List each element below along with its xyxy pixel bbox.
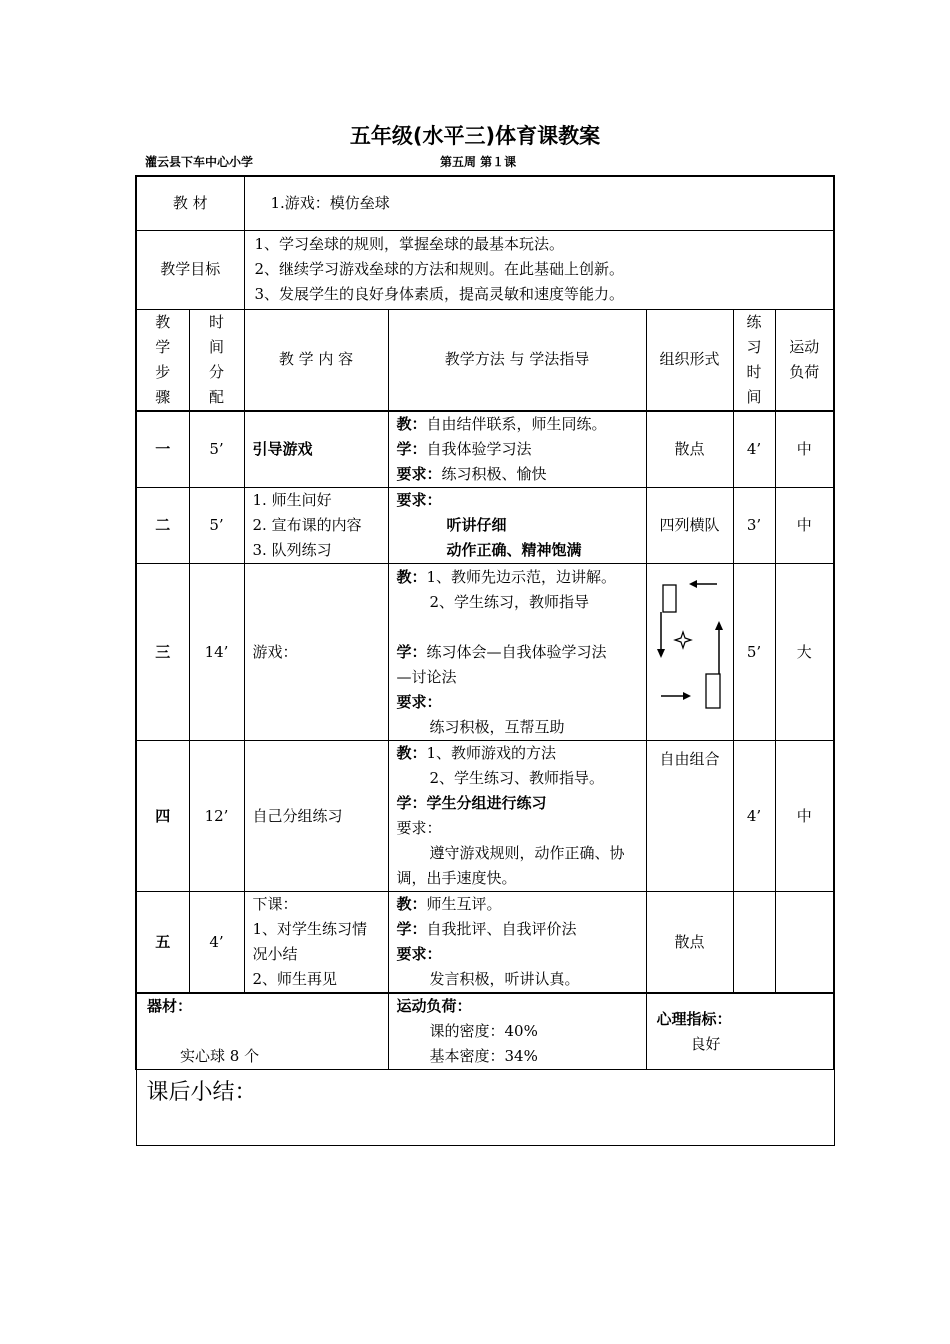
step-content: 下课： 1、对学生练习情 况小结 2、师生再见 bbox=[244, 892, 388, 994]
school-name: 灌云县下车中心小学 bbox=[145, 155, 254, 169]
material-row bbox=[136, 176, 834, 230]
step-form: 自由组合 bbox=[646, 741, 733, 892]
header-practice: 练 习 时 间 bbox=[733, 309, 775, 411]
step-time: 5’ bbox=[189, 488, 244, 564]
step-time: 14’ bbox=[189, 564, 244, 741]
step-number: 五 bbox=[136, 892, 189, 994]
step-load: 大 bbox=[775, 564, 834, 741]
goal-item: 3、发展学生的良好身体素质，提高灵敏和速度等能力。 bbox=[254, 285, 625, 303]
step-load bbox=[775, 892, 834, 994]
step-load: 中 bbox=[775, 488, 834, 564]
summary-row bbox=[136, 1070, 834, 1146]
lesson-plan-table bbox=[135, 175, 835, 1146]
step-number: 一 bbox=[136, 411, 189, 488]
step-form: 四列横队 bbox=[646, 488, 733, 564]
step-practice: 4’ bbox=[733, 411, 775, 488]
header-time: 时 间 分 配 bbox=[189, 309, 244, 411]
footer-row bbox=[136, 993, 834, 1070]
step-method: 要求： 听讲仔细 动作正确、精神饱满 bbox=[388, 488, 646, 564]
header-content: 教 学 内 容 bbox=[244, 309, 388, 411]
header-form: 组织形式 bbox=[646, 309, 733, 411]
step-method: 教：1、教师先边示范，边讲解。 2、学生练习，教师指导 学：练习体会—自我体验学习法 —讨论法 要求： 练习积极，互帮互助 bbox=[388, 564, 646, 741]
step-row bbox=[136, 741, 834, 892]
goals-label: 教学目标 bbox=[136, 230, 244, 309]
step-practice: 4’ bbox=[733, 741, 775, 892]
step-practice bbox=[733, 892, 775, 994]
step-load: 中 bbox=[775, 411, 834, 488]
goal-item: 2、继续学习游戏垒球的方法和规则。在此基础上创新。 bbox=[254, 260, 625, 278]
week-lesson: 第五周 第１课 bbox=[440, 155, 517, 169]
step-time: 4’ bbox=[189, 892, 244, 994]
step-time: 12’ bbox=[189, 741, 244, 892]
page-title: 五年级(水平三)体育课教案 bbox=[349, 124, 601, 148]
step-load: 中 bbox=[775, 741, 834, 892]
step-number: 三 bbox=[136, 564, 189, 741]
material-value: 1.游戏：模仿垒球 bbox=[244, 176, 834, 230]
header-row bbox=[136, 309, 834, 411]
header-method: 教学方法 与 学法指导 bbox=[388, 309, 646, 411]
formation-diagram bbox=[646, 564, 733, 741]
step-method: 教：1、教师游戏的方法 2、学生练习、教师指导。 学：学生分组进行练习 要求： 遵守游戏规则，动作正确、协 调，出手速度快。 bbox=[388, 741, 646, 892]
equipment-cell: 器材： 实心球 8 个 bbox=[136, 993, 388, 1070]
step-content: 游戏： bbox=[244, 564, 388, 741]
header-step: 教 学 步 骤 bbox=[136, 309, 189, 411]
goals-row bbox=[136, 230, 834, 309]
load-cell: 运动负荷： 课的密度：40% 基本密度：34% bbox=[388, 993, 646, 1070]
goal-item: 1、学习垒球的规则，掌握垒球的最基本玩法。 bbox=[254, 235, 565, 253]
step-content: 引导游戏 bbox=[244, 411, 388, 488]
step-practice: 3’ bbox=[733, 488, 775, 564]
step-row bbox=[136, 488, 834, 564]
step-method: 教：自由结伴联系，师生同练。 学：自我体验学习法 要求：练习积极、愉快 bbox=[388, 411, 646, 488]
goals-list bbox=[244, 230, 834, 309]
summary-label: 课后小结： bbox=[136, 1070, 834, 1146]
step-content: 自己分组练习 bbox=[244, 741, 388, 892]
step-form: 散点 bbox=[646, 892, 733, 994]
step-form: 散点 bbox=[646, 411, 733, 488]
step-row bbox=[136, 892, 834, 994]
step-practice: 5’ bbox=[733, 564, 775, 741]
psych-cell: 心理指标： 良好 bbox=[646, 993, 834, 1070]
header-load: 运动 负荷 bbox=[775, 309, 834, 411]
step-method: 教：师生互评。 学：自我批评、自我评价法 要求： 发言积极，听讲认真。 bbox=[388, 892, 646, 994]
step-number: 二 bbox=[136, 488, 189, 564]
step-number: 四 bbox=[136, 741, 189, 892]
step-content: 1. 师生问好 2. 宣布课的内容 3. 队列练习 bbox=[244, 488, 388, 564]
material-label: 教 材 bbox=[136, 176, 244, 230]
step-time: 5’ bbox=[189, 411, 244, 488]
step-row bbox=[136, 411, 834, 488]
step-row bbox=[136, 564, 834, 741]
